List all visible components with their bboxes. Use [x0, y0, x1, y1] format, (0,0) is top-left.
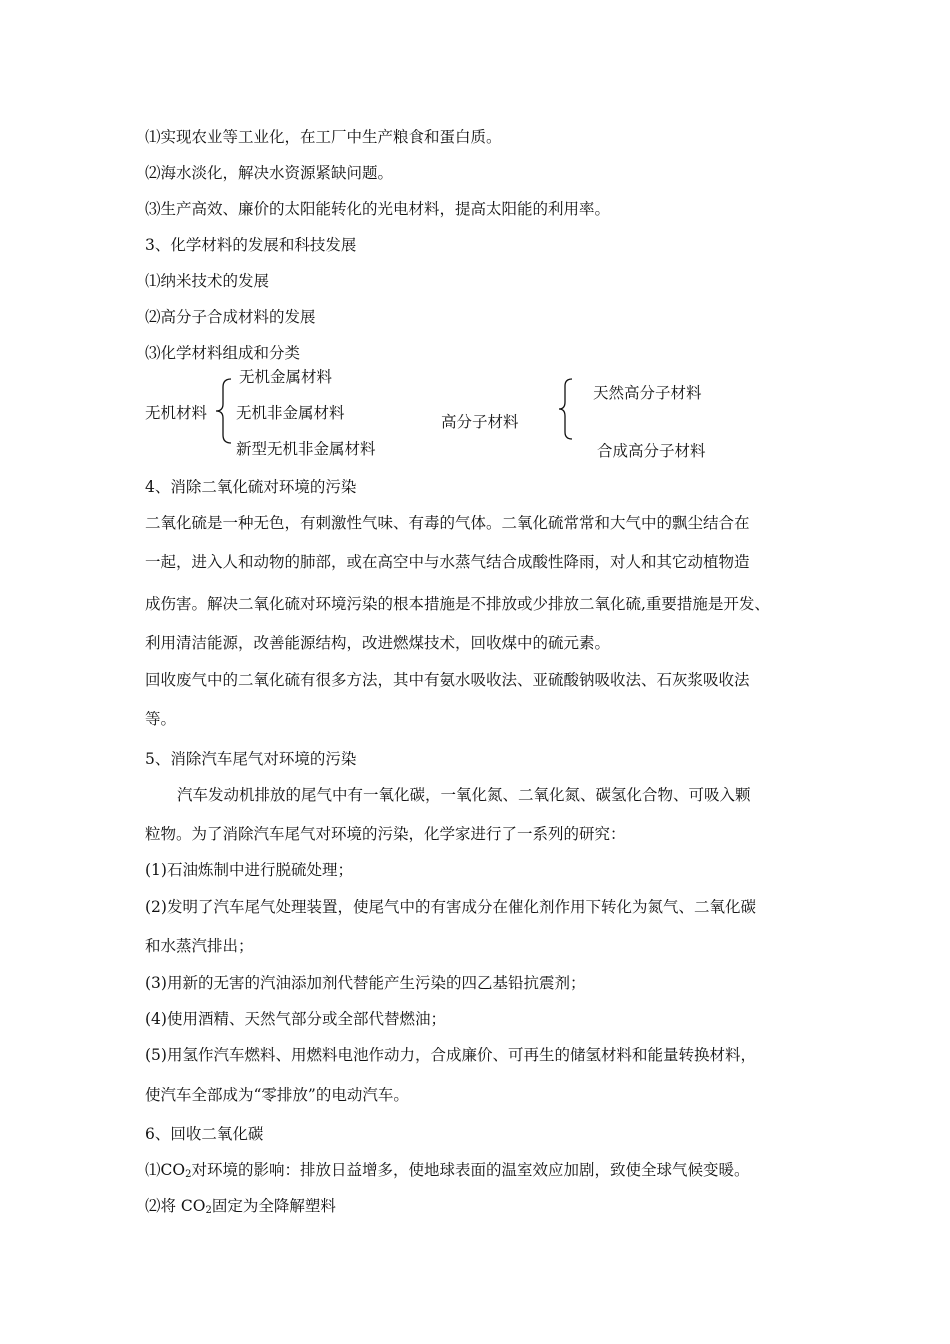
- subscript: 2: [185, 1169, 192, 1180]
- paragraph-line: 汽车发动机排放的尾气中有一氧化碳，一氧化氮、二氧化氮、碳氢化合物、可吸入颗: [177, 786, 751, 804]
- list-item: (4)使用酒精、天然气部分或全部代替燃油；: [145, 1010, 446, 1028]
- text-span: 对环境的影响：排放日益增多，使地球表面的温室效应加剧，致使全球气候变暖。: [191, 1161, 750, 1179]
- list-item: [145, 1196, 336, 1216]
- text-span: 固定为全降解塑料: [211, 1197, 336, 1215]
- section-heading: 3、化学材料的发展和科技发展: [145, 236, 357, 254]
- list-item: 使汽车全部成为“零排放”的电动汽车。: [145, 1086, 409, 1104]
- paragraph-line: 一起，进入人和动物的肺部，或在高空中与水蒸气结合成酸性降雨，对人和其它动植物造: [145, 553, 750, 571]
- inorganic-materials-label: 无机材料: [145, 404, 208, 422]
- section-heading: 6、回收二氧化碳: [145, 1125, 264, 1143]
- polymer-materials-label: 高分子材料: [441, 413, 519, 431]
- paragraph-line: 二氧化硫是一种无色，有刺激性气味、有毒的气体。二氧化硫常常和大气中的飘尘结合在: [145, 514, 750, 532]
- list-item: (3)用新的无害的汽油添加剂代替能产生污染的四乙基铅抗震剂；: [145, 974, 586, 992]
- list-item: (5)用氢作汽车燃料、用燃料电池作动力，合成廉价、可再生的储氢材料和能量转换材料，: [145, 1046, 756, 1064]
- list-item: (2)发明了汽车尾气处理装置，使尾气中的有害成分在催化剂作用下转化为氮气、二氧化碳: [145, 898, 756, 916]
- paragraph-line: 利用清洁能源，改善能源结构，改进燃煤技术，回收煤中的硫元素。: [145, 634, 611, 652]
- inorganic-item: 新型无机非金属材料: [236, 440, 376, 458]
- inorganic-item: 无机非金属材料: [236, 404, 345, 422]
- paragraph-line: 成伤害。解决二氧化硫对环境污染的根本措施是不排放或少排放二氧化硫,重要措施是开发、: [145, 595, 770, 613]
- left-brace-icon: [213, 378, 233, 444]
- polymer-item: 天然高分子材料: [593, 384, 702, 402]
- text-line: ⑶生产高效、廉价的太阳能转化的光电材料，提高太阳能的利用率。: [145, 200, 611, 218]
- text-span: ⑴CO: [145, 1161, 186, 1179]
- paragraph-line: 回收废气中的二氧化硫有很多方法，其中有氨水吸收法、亚硫酸钠吸收法、石灰浆吸收法: [145, 671, 750, 689]
- left-brace-icon: [555, 378, 575, 440]
- paragraph-line: 粒物。为了消除汽车尾气对环境的污染，化学家进行了一系列的研究：: [145, 825, 626, 843]
- section-heading: 5、消除汽车尾气对环境的污染: [145, 750, 357, 768]
- text-line: ⑵高分子合成材料的发展: [145, 308, 316, 326]
- paragraph-line: 等。: [145, 710, 177, 728]
- section-heading: 4、消除二氧化硫对环境的污染: [145, 478, 357, 496]
- text-line: ⑴实现农业等工业化，在工厂中生产粮食和蛋白质。: [145, 128, 502, 146]
- polymer-item: 合成高分子材料: [597, 442, 706, 460]
- text-line: ⑴纳米技术的发展: [145, 272, 270, 290]
- text-span: ⑵将 CO: [145, 1197, 206, 1215]
- text-line: ⑶化学材料组成和分类: [145, 344, 301, 362]
- list-item: [145, 1160, 749, 1180]
- text-line: ⑵海水淡化，解决水资源紧缺问题。: [145, 164, 394, 182]
- subscript: 2: [205, 1205, 212, 1216]
- list-item: (1)石油炼制中进行脱硫处理；: [145, 861, 353, 879]
- list-item: 和水蒸汽排出；: [145, 937, 254, 955]
- inorganic-item: 无机金属材料: [239, 368, 333, 386]
